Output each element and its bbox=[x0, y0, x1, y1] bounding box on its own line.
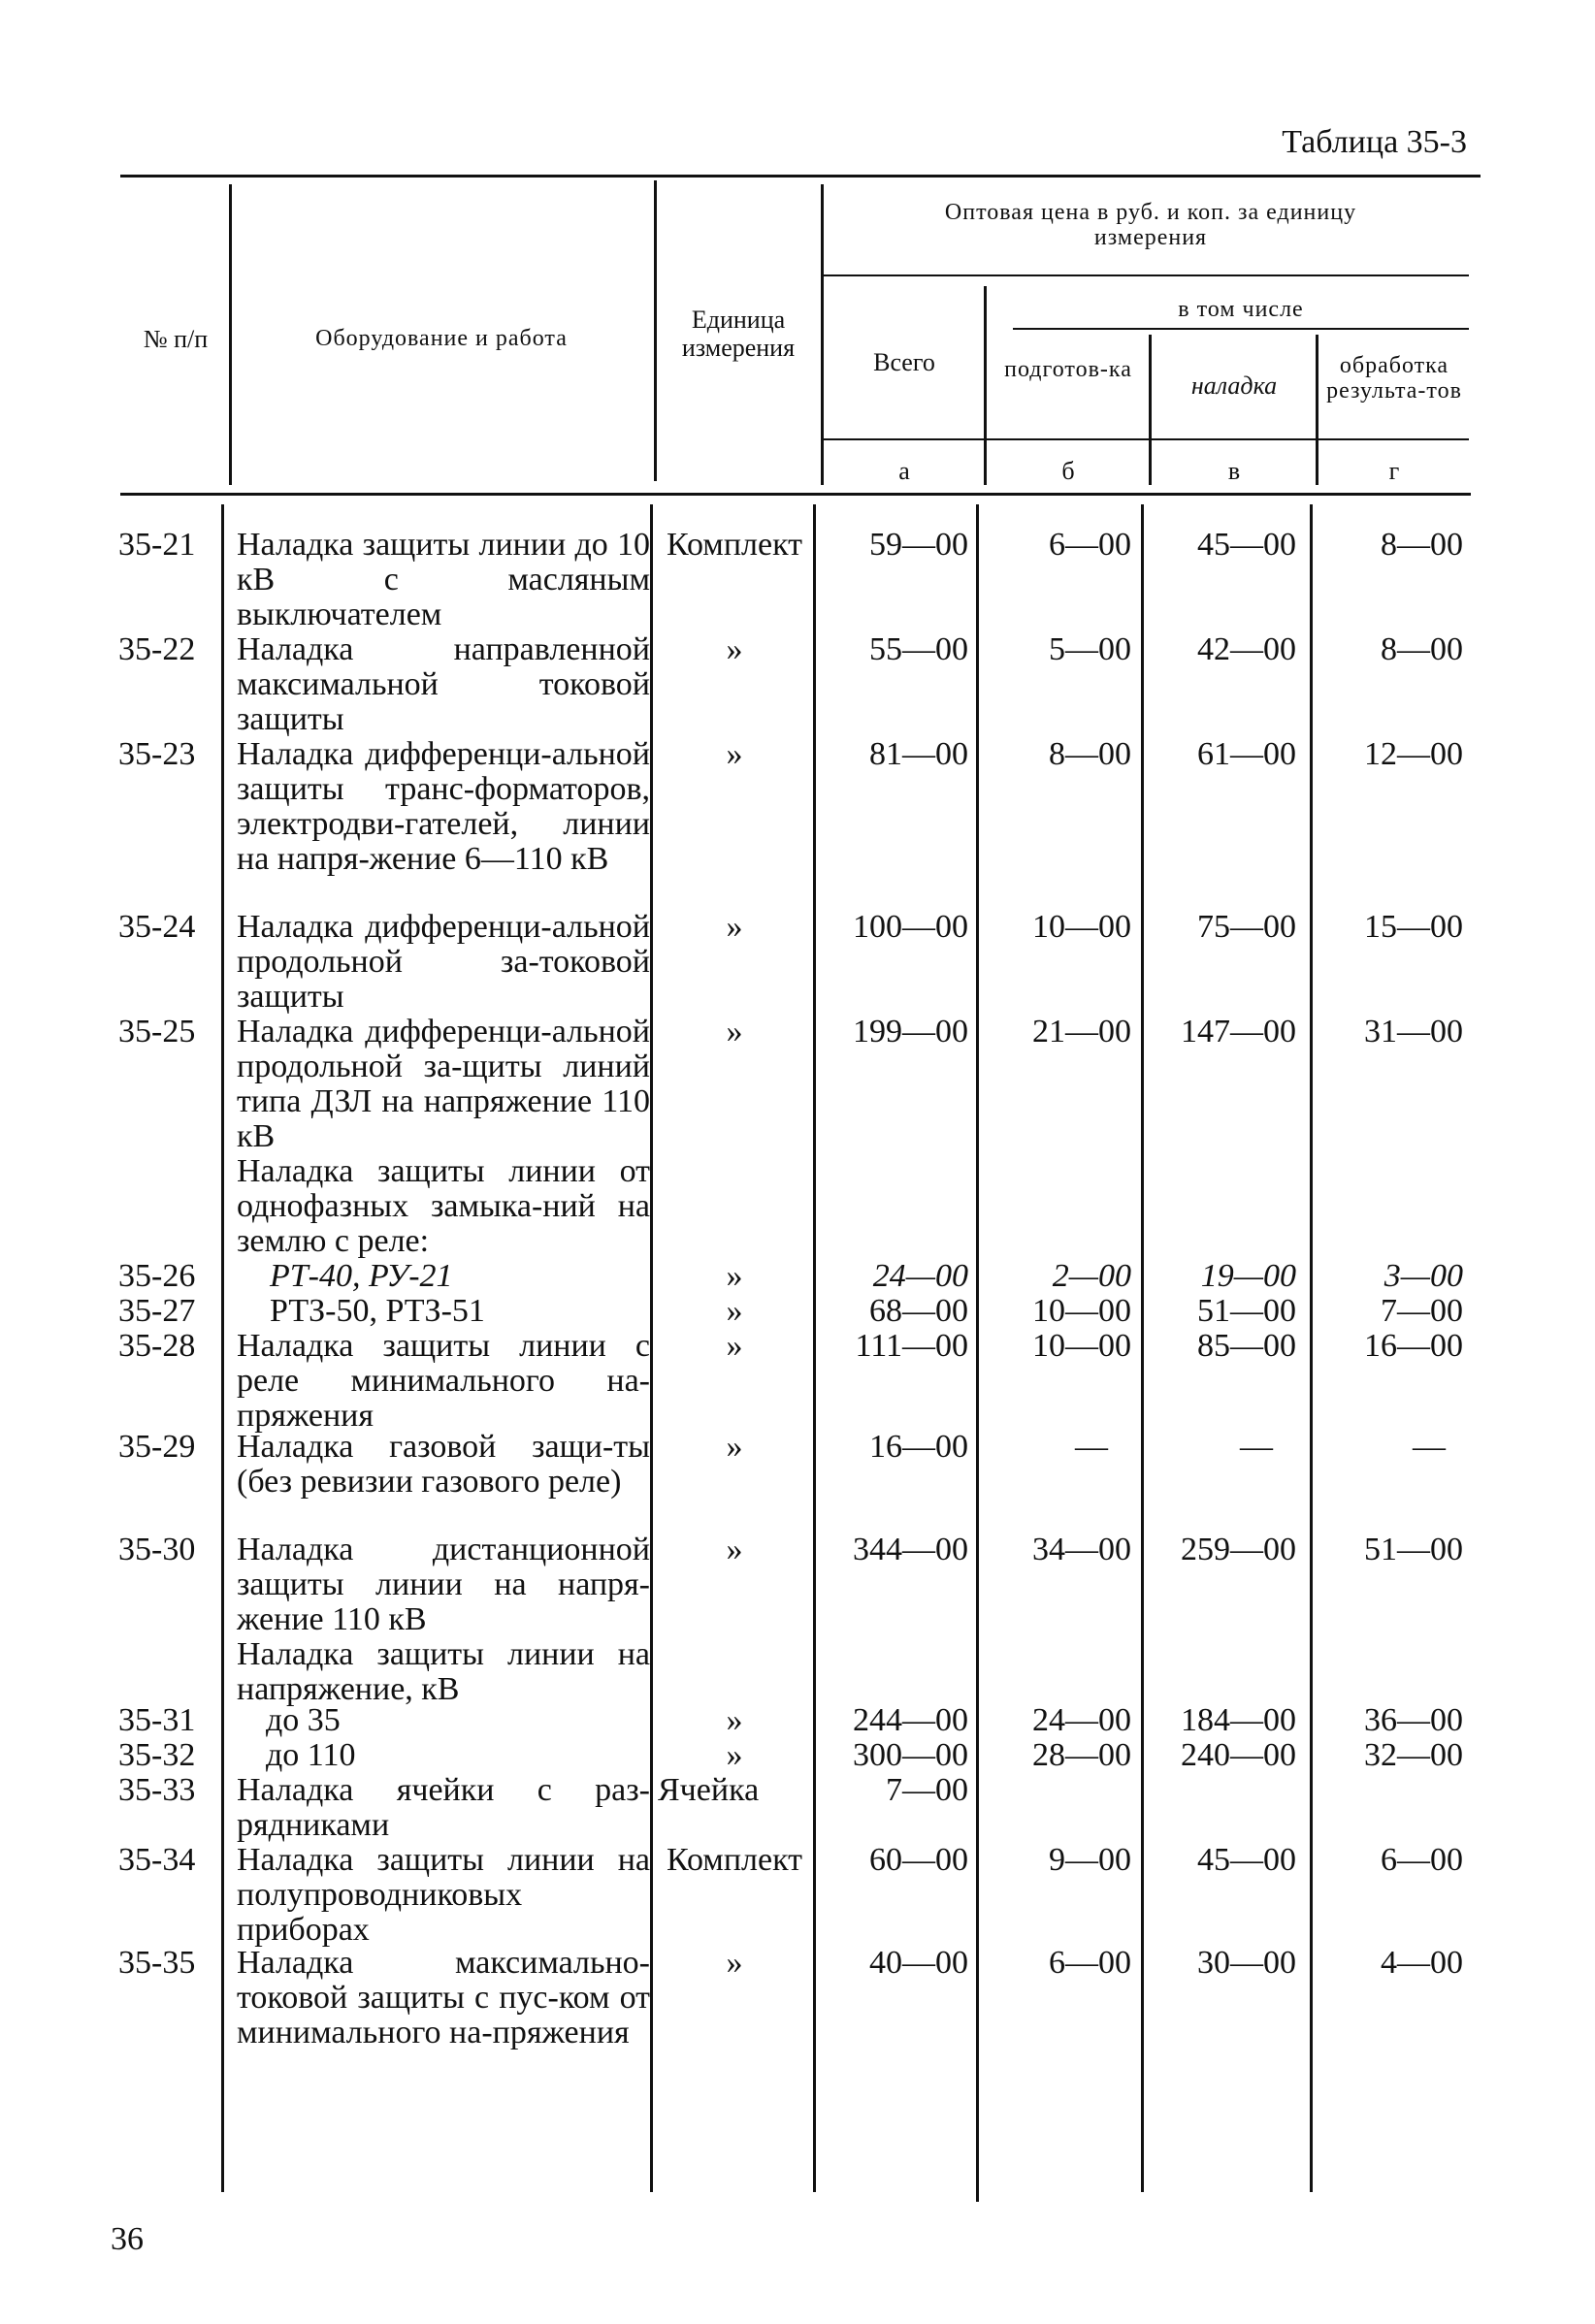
row-processing: 8—00 bbox=[1381, 527, 1463, 563]
row-prep: 10—00 bbox=[1032, 1328, 1131, 1364]
row-number: 35-25 bbox=[118, 1014, 196, 1049]
row-processing: 15—00 bbox=[1364, 909, 1463, 945]
row-prep: 6—00 bbox=[1049, 1945, 1131, 1981]
row-setup: 45—00 bbox=[1197, 1842, 1296, 1878]
row-setup: 61—00 bbox=[1197, 736, 1296, 772]
table-caption: Таблица 35-3 bbox=[1282, 124, 1467, 160]
row-unit: Комплект bbox=[666, 527, 803, 563]
row-prep: 24—00 bbox=[1032, 1702, 1131, 1738]
row-processing: 6—00 bbox=[1381, 1842, 1463, 1878]
row-processing: 7—00 bbox=[1381, 1293, 1463, 1329]
row-description: РТ-40, РУ-21 bbox=[270, 1258, 453, 1294]
row-prep: 10—00 bbox=[1032, 909, 1131, 945]
row-total: 59—00 bbox=[869, 527, 968, 563]
row-prep: 2—00 bbox=[1052, 1258, 1131, 1294]
row-processing: 32—00 bbox=[1364, 1737, 1463, 1773]
header-including: в том числе bbox=[1178, 297, 1304, 322]
row-setup: 45—00 bbox=[1197, 527, 1296, 563]
row-processing: 4—00 bbox=[1381, 1945, 1463, 1981]
row-number: 35-31 bbox=[118, 1702, 196, 1738]
rule-header-bottom bbox=[120, 493, 1471, 496]
header-price-group: Оптовая цена в руб. и коп. за единицу измерения bbox=[944, 200, 1357, 251]
rule-letters bbox=[821, 438, 1469, 440]
row-total: 300—00 bbox=[853, 1737, 968, 1773]
col-line-3-head bbox=[821, 184, 824, 485]
col-line-5 bbox=[1141, 504, 1144, 2192]
row-prep: 5—00 bbox=[1049, 631, 1131, 667]
rule-including bbox=[1013, 328, 1469, 330]
row-description: Наладка газовой защи-ты (без ревизии газового реле) bbox=[237, 1429, 650, 1500]
row-total: 100—00 bbox=[853, 909, 968, 945]
row-setup: 30—00 bbox=[1197, 1945, 1296, 1981]
row-setup: — bbox=[1240, 1429, 1273, 1465]
header-letter-a: а bbox=[898, 457, 910, 485]
row-description: Наладка дифференци-альной защиты транс-форматоров, электродви-гателей, линии на напря-жение 6—110 кВ bbox=[237, 736, 650, 877]
row-unit: » bbox=[726, 1429, 743, 1465]
row-processing: 36—00 bbox=[1364, 1702, 1463, 1738]
row-processing: 8—00 bbox=[1381, 631, 1463, 667]
row-setup: 19—00 bbox=[1200, 1258, 1296, 1294]
row-description: Наладка дифференци-альной продольной за-щиты линий типа ДЗЛ на напряжение 110 кВ bbox=[237, 1014, 650, 1154]
row-total: 81—00 bbox=[869, 736, 968, 772]
page-number: 36 bbox=[111, 2221, 144, 2257]
row-number: 35-32 bbox=[118, 1737, 196, 1773]
row-prep: 9—00 bbox=[1049, 1842, 1131, 1878]
row-total: 68—00 bbox=[869, 1293, 968, 1329]
row-description: Наладка защиты линии до 10 кВ с масляным выключателем bbox=[237, 527, 650, 632]
row-number: 35-28 bbox=[118, 1328, 196, 1364]
row-total: 244—00 bbox=[853, 1702, 968, 1738]
row-number: 35-23 bbox=[118, 736, 196, 772]
row-prep: 28—00 bbox=[1032, 1737, 1131, 1773]
row-unit: » bbox=[726, 631, 743, 667]
header-unit: Единица измерения bbox=[681, 306, 796, 362]
row-processing: 31—00 bbox=[1364, 1014, 1463, 1049]
row-unit: » bbox=[726, 909, 743, 945]
row-description: Наладка дифференци-альной продольной за-токовой защиты bbox=[237, 909, 650, 1015]
row-prep: 10—00 bbox=[1032, 1293, 1131, 1329]
row-unit: » bbox=[726, 1014, 743, 1049]
row-number: 35-21 bbox=[118, 527, 196, 563]
row-total: 111—00 bbox=[855, 1328, 968, 1364]
row-number: 35-24 bbox=[118, 909, 196, 945]
row-total: 7—00 bbox=[886, 1772, 968, 1808]
col-line-1 bbox=[221, 504, 224, 2192]
row-processing: 3—00 bbox=[1383, 1258, 1463, 1294]
col-line-4-head bbox=[984, 286, 987, 485]
row-processing: — bbox=[1413, 1429, 1446, 1465]
group-heading-description: Наладка защиты линии от однофазных замыка-ний на землю с реле: bbox=[237, 1153, 650, 1259]
row-setup: 85—00 bbox=[1197, 1328, 1296, 1364]
row-description: до 35 bbox=[266, 1702, 341, 1738]
col-line-1-head bbox=[229, 184, 232, 485]
row-total: 40—00 bbox=[869, 1945, 968, 1981]
row-number: 35-26 bbox=[118, 1258, 196, 1294]
row-prep: 21—00 bbox=[1032, 1014, 1131, 1049]
row-unit: » bbox=[726, 1945, 743, 1981]
row-number: 35-34 bbox=[118, 1842, 196, 1878]
row-number: 35-22 bbox=[118, 631, 196, 667]
row-processing: 51—00 bbox=[1364, 1532, 1463, 1567]
row-number: 35-27 bbox=[118, 1293, 196, 1329]
row-setup: 42—00 bbox=[1197, 631, 1296, 667]
row-processing: 12—00 bbox=[1364, 736, 1463, 772]
col-line-6 bbox=[1310, 504, 1313, 2192]
row-setup: 240—00 bbox=[1181, 1737, 1296, 1773]
row-setup: 51—00 bbox=[1197, 1293, 1296, 1329]
row-description: Наладка защиты линии на полупроводниковых приборах bbox=[237, 1842, 650, 1948]
row-setup: 259—00 bbox=[1181, 1532, 1296, 1567]
row-total: 55—00 bbox=[869, 631, 968, 667]
row-unit: » bbox=[726, 1737, 743, 1773]
row-unit: » bbox=[726, 1532, 743, 1567]
header-total: Всего bbox=[873, 348, 935, 376]
rule-price-group bbox=[821, 274, 1469, 276]
row-unit: » bbox=[726, 1293, 743, 1329]
row-unit: » bbox=[726, 1328, 743, 1364]
row-prep: 6—00 bbox=[1049, 527, 1131, 563]
col-line-6-head bbox=[1316, 335, 1318, 485]
header-processing: обработка результа-тов bbox=[1326, 353, 1462, 404]
row-processing: 16—00 bbox=[1364, 1328, 1463, 1364]
row-unit: » bbox=[726, 1258, 743, 1294]
row-unit: » bbox=[726, 736, 743, 772]
row-prep: — bbox=[1075, 1429, 1108, 1465]
row-unit: Ячейка bbox=[658, 1772, 760, 1808]
row-total: 344—00 bbox=[853, 1532, 968, 1567]
row-description: Наладка максимально-токовой защиты с пус-ком от минимального на-пряжения bbox=[237, 1945, 650, 2050]
row-number: 35-35 bbox=[118, 1945, 196, 1981]
col-line-4 bbox=[976, 504, 979, 2202]
row-number: 35-29 bbox=[118, 1429, 196, 1465]
row-setup: 75—00 bbox=[1197, 909, 1296, 945]
header-letter-v: в bbox=[1227, 457, 1241, 485]
row-prep: 34—00 bbox=[1032, 1532, 1131, 1567]
header-setup: наладка bbox=[1190, 371, 1278, 400]
rule-top bbox=[120, 175, 1481, 178]
group-heading-description: Наладка защиты линии на напряжение, кВ bbox=[237, 1636, 650, 1707]
header-equipment: Оборудование и работа bbox=[315, 326, 568, 351]
row-total: 60—00 bbox=[869, 1842, 968, 1878]
row-number: 35-30 bbox=[118, 1532, 196, 1567]
row-description: Наладка защиты линии с реле минимального на-пряжения bbox=[237, 1328, 650, 1434]
row-number: 35-33 bbox=[118, 1772, 196, 1808]
row-description: до 110 bbox=[266, 1737, 356, 1773]
row-description: Наладка дистанционной защиты линии на напря-жение 110 кВ bbox=[237, 1532, 650, 1637]
row-setup: 184—00 bbox=[1181, 1702, 1296, 1738]
row-unit: Комплект bbox=[666, 1842, 803, 1878]
row-unit: » bbox=[726, 1702, 743, 1738]
row-total: 24—00 bbox=[872, 1258, 968, 1294]
header-num: № п/п bbox=[143, 325, 209, 353]
row-total: 199—00 bbox=[853, 1014, 968, 1049]
row-description: РТЗ-50, РТЗ-51 bbox=[270, 1293, 485, 1329]
col-line-5-head bbox=[1149, 335, 1152, 485]
row-setup: 147—00 bbox=[1181, 1014, 1296, 1049]
row-description: Наладка ячейки с раз-рядниками bbox=[237, 1772, 650, 1843]
row-description: Наладка направленной максимальной токовой защиты bbox=[237, 631, 650, 737]
col-line-2 bbox=[650, 504, 653, 2192]
header-letter-b: б bbox=[1061, 457, 1075, 485]
header-letter-g: г bbox=[1388, 457, 1400, 485]
header-prep: подготов-ка bbox=[1004, 357, 1132, 382]
row-prep: 8—00 bbox=[1049, 736, 1131, 772]
row-total: 16—00 bbox=[869, 1429, 968, 1465]
